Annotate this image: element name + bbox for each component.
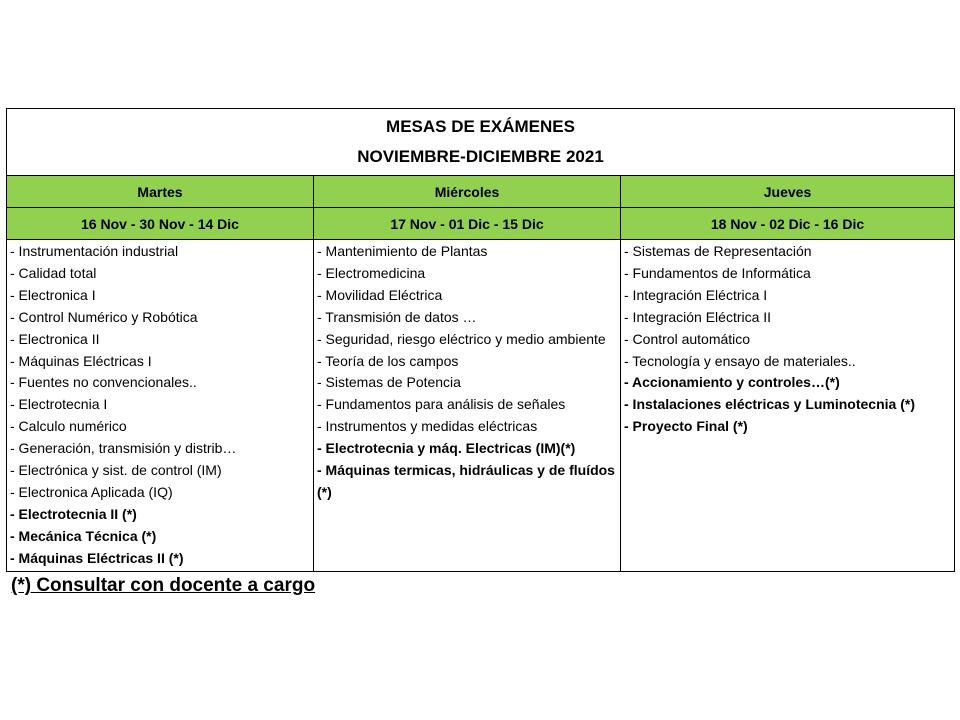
subject-list bbox=[10, 241, 310, 570]
subject-item: - Máquinas Eléctricas II (*) bbox=[10, 549, 184, 566]
subject-item: - Proyecto Final (*) bbox=[624, 418, 748, 435]
subjects-cell-miercoles bbox=[314, 240, 621, 572]
subject-item: - Instrumentación industrial bbox=[10, 243, 179, 259]
dates-header-miercoles: 17 Nov - 01 Dic - 15 Dic bbox=[314, 208, 621, 240]
footnote: (*) Consultar con docente a cargo bbox=[11, 575, 316, 596]
subject-item: - Seguridad, riesgo eléctrico y medio ambiente bbox=[317, 330, 606, 347]
subject-item: - Fundamentos para análisis de señales bbox=[317, 396, 566, 413]
subject-item: - Control Numérico y Robótica bbox=[10, 308, 198, 325]
subject-item: - Instrumentos y medidas eléctricas bbox=[317, 418, 538, 435]
subject-item: - Teoría de los campos bbox=[317, 352, 459, 369]
subjects-cell-martes bbox=[7, 240, 314, 572]
subject-item: - Movilidad Eléctrica bbox=[317, 286, 443, 303]
subject-list bbox=[317, 241, 617, 504]
subject-item: - Control automático bbox=[624, 330, 751, 347]
title-line-1: MESAS DE EXÁMENES bbox=[386, 117, 575, 136]
subject-item: - Electronica I bbox=[10, 286, 96, 303]
subject-item: - Sistemas de Representación bbox=[624, 243, 812, 259]
subject-item: - Electrotecnia I bbox=[10, 396, 108, 413]
subjects-cell-jueves bbox=[621, 240, 955, 572]
subject-item: - Electronica Aplicada (IQ) bbox=[10, 483, 173, 500]
subject-item: - Electromedicina bbox=[317, 264, 426, 281]
exam-schedule-table bbox=[6, 108, 955, 572]
subject-item: - Sistemas de Potencia bbox=[317, 374, 461, 391]
day-header-martes: Martes bbox=[7, 176, 314, 208]
subject-item: - Instalaciones eléctricas y Luminotecnia (*) bbox=[624, 396, 915, 413]
subject-item: - Mecánica Técnica (*) bbox=[10, 527, 157, 544]
table-title bbox=[7, 109, 955, 176]
subject-item: - Electrónica y sist. de control (IM) bbox=[10, 462, 222, 479]
title-line-2: NOVIEMBRE-DICIEMBRE 2021 bbox=[357, 147, 604, 166]
day-header-jueves: Jueves bbox=[621, 176, 955, 208]
subject-item: - Mantenimiento de Plantas bbox=[317, 243, 488, 259]
subject-item: - Electrotecnia y máq. Electricas (IM)(*) bbox=[317, 440, 576, 457]
subject-item: - Calidad total bbox=[10, 264, 97, 281]
subject-item: - Fuentes no convencionales.. bbox=[10, 374, 197, 391]
dates-header-martes: 16 Nov - 30 Nov - 14 Dic bbox=[7, 208, 314, 240]
subject-item: - Accionamiento y controles…(*) bbox=[624, 374, 840, 391]
subject-item: - Integración Eléctrica I bbox=[624, 286, 768, 303]
dates-header-jueves: 18 Nov - 02 Dic - 16 Dic bbox=[621, 208, 955, 240]
day-header-miercoles: Miércoles bbox=[314, 176, 621, 208]
subject-list bbox=[624, 241, 951, 438]
subject-item: - Electrotecnia II (*) bbox=[10, 505, 137, 522]
subject-item: - Tecnología y ensayo de materiales.. bbox=[624, 352, 856, 369]
subject-item: - Máquinas termicas, hidráulicas y de fluídos (*) bbox=[317, 462, 615, 500]
subject-item: - Fundamentos de Informática bbox=[624, 264, 811, 281]
subject-item: - Integración Eléctrica II bbox=[624, 308, 772, 325]
subject-item: - Calculo numérico bbox=[10, 418, 127, 435]
subject-item: - Transmisión de datos … bbox=[317, 308, 477, 325]
subject-item: - Electronica II bbox=[10, 330, 100, 347]
subject-item: - Generación, transmisión y distrib… bbox=[10, 440, 237, 457]
subject-item: - Máquinas Eléctricas I bbox=[10, 352, 152, 369]
